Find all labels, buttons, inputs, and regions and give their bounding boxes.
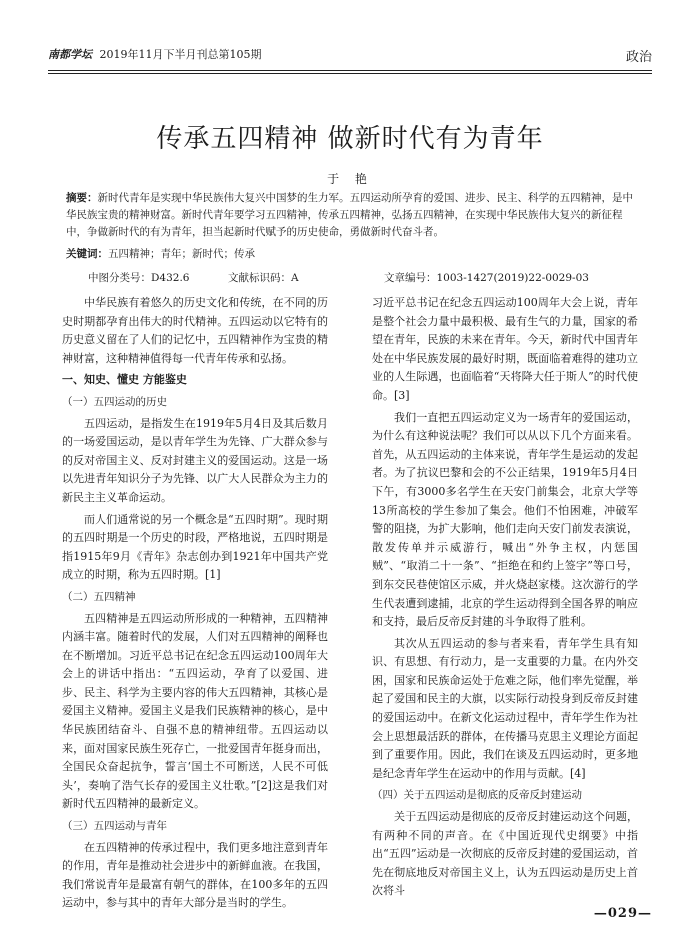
clc-number xyxy=(88,270,189,285)
paragraph: 关于五四运动是彻底的反帝反封建运动这个问题，有两种不同的声音。在《中国近现代史纲要》中指出“五四”运动是一次彻底的反帝反封建的爱国运动，首先在彻底地反对帝国主义上，认为五四运动是历史上首次将斗 xyxy=(372,810,638,898)
paragraph: 而人们通常说的另一个概念是“五四时期”。现时期的五四时期是一个历史的时段，严格地说，五四时期是指1915年9月《青年》杂志创办到1921年中国共产党成立的时期，称为五四时期。[1] xyxy=(62,512,328,582)
clc-value: D432.6 xyxy=(151,272,190,284)
paragraph: 中华民族有着悠久的历史文化和传统，在不同的历史时期都孕育出伟大的时代精神。五四运动以它特有的历史意义留在了人们的记忆中，五四精神作为宝贵的精神财富，这种精神值得每一代青年传承和弘扬。 xyxy=(62,296,328,365)
subsection-heading: （一）五四运动的历史 xyxy=(62,395,167,408)
abstract-text: 新时代青年是实现中华民族伟大复兴中国梦的生力军。五四运动所孕育的爱国、进步、民主、科学的五四精神，是中华民族宝贵的精神财富。新时代青年要学习五四精神，传承五四精神，弘扬五四精神，在实现中华民族伟大复兴的新征程中，争做新时代的有为青年，担当起新时代赋予的历史使命，勇做新时代奋斗者。 xyxy=(66,192,633,238)
section-label: 政治 xyxy=(625,50,652,65)
keywords-text: 五四精神；青年；新时代；传承 xyxy=(108,248,255,260)
doc-code-value: A xyxy=(291,272,299,284)
subsection-heading: （四）关于五四运动是彻底的反帝反封建运动 xyxy=(372,789,582,802)
clc-label: 中图分类号： xyxy=(88,272,151,284)
issue-info: 2019年11月下半月刊总第105期 xyxy=(99,48,262,61)
paragraph: 在五四精神的传承过程中，我们更多地注意到青年的作用，青年是推动社会进步中的新鲜血液。在我国，我们常说青年是最富有朝气的群体，在100多年的五四运动中，参与其中的青年大部分是当时的学生。 xyxy=(62,840,328,910)
left-column xyxy=(62,294,328,916)
section-heading: 一、知史、懂史 方能鉴史 xyxy=(62,373,187,387)
abstract xyxy=(66,190,634,241)
article-author: 于 艳 xyxy=(327,172,373,186)
header-rule-thin xyxy=(48,73,652,74)
document-code xyxy=(228,270,299,285)
paragraph: 我们一直把五四运动定义为一场青年的爱国运动，为什么有这种说法呢？我们可以从以下几个方面来看。首先，从五四运动的主体来说，青年学生是运动的发起者。为了抗议巴黎和会的不公正结果，1919年5月4日下午，有3000多名学生在天安门前集会，北京大学等13所高校的学生参加了集会。他们不怕困难，冲破军警的阻挠，为扩大影响，他们走向天安门前发表演说，散发传单并示威游行，喊出“外争主权，内惩国贼”、“取消二十一条”、“拒绝在和约上签字”等口号，到东交民巷使馆区示威，并火烧赵家楼。这次游行的学生代表遭到逮捕，北京的学生运动得到全国各界的响应和支持，最后反帝反封建的斗争取得了胜利。 xyxy=(372,410,638,629)
running-header xyxy=(48,46,652,68)
subsection-heading: （三）五四运动与青年 xyxy=(62,820,167,833)
paragraph: 五四精神是五四运动所形成的一种精神，五四精神内涵丰富。随着时代的发展，人们对五四精神的阐释也在不断增加。习近平总书记在纪念五四运动100周年大会上的讲话中指出：“五四运动，孕育了以爱国、进步、民主、科学为主要内容的伟大五四精神，其核心是爱国主义精神。爱国主义是我们民族精神的核心，是中华民族团结奋斗、自强不息的精神纽带。五四运动以来，面对国家民族生死存亡，一批爱国青年挺身而出，全国民众奋起抗争，誓言‘国土不可断送，人民不可低头’，奏响了浩气长存的爱国主义壮歌。”[2]这是我们对新时代五四精神的最新定义。 xyxy=(62,611,328,811)
paragraph: 习近平总书记在纪念五四运动100周年大会上说，青年是整个社会力量中最积极、最有生气的力量，国家的希望在青年，民族的未来在青年。今天，新时代中国青年处在中华民族发展的最好时期，既面临着难得的建功立业的人生际遇，也面临着“天将降大任于斯人”的时代使命。[3] xyxy=(372,296,638,402)
article-number xyxy=(384,270,589,285)
paragraph: 其次从五四运动的参与者来看，青年学生具有知识、有思想、有行动力，是一支重要的力量。在内外交困，国家和民族命运处于危难之际，他们率先觉醒，举起了爱国和民主的大旗，以实际行动投身到反帝反封建的爱国运动中。在新文化运动过程中，青年学生作为社会上思想最活跃的群体，在传播马克思主义理论方面起到了重要作用。因此，我们在谈及五四运动时，更多地是纪念青年学生在运动中的作用与贡献。[4] xyxy=(372,636,638,780)
abstract-label: 摘要： xyxy=(66,192,98,204)
article-no-label: 文章编号： xyxy=(384,272,437,284)
article-title: 传承五四精神 做新时代有为青年 xyxy=(156,124,544,154)
paragraph: 五四运动，是指发生在1919年5月4日及其后数月的一场爱国运动，是以青年学生为先锋、广大群众参与的反对帝国主义、反对封建主义的爱国运动。这是一场以先进青年知识分子为先锋、以广大人民群众为主力的新民主主义革命运动。 xyxy=(62,416,328,504)
journal-issue-line xyxy=(48,46,262,62)
doc-code-label: 文献标识码： xyxy=(228,272,291,284)
keywords-label: 关键词： xyxy=(66,248,108,260)
page-number: —029— xyxy=(593,906,652,921)
header-rule xyxy=(48,70,652,71)
journal-masthead: 南都学坛 xyxy=(48,48,92,61)
right-column xyxy=(372,294,638,904)
article-no-value: 1003-1427(2019)22-0029-03 xyxy=(436,272,589,284)
keywords xyxy=(66,246,634,263)
subsection-heading: （二）五四精神 xyxy=(62,590,136,603)
